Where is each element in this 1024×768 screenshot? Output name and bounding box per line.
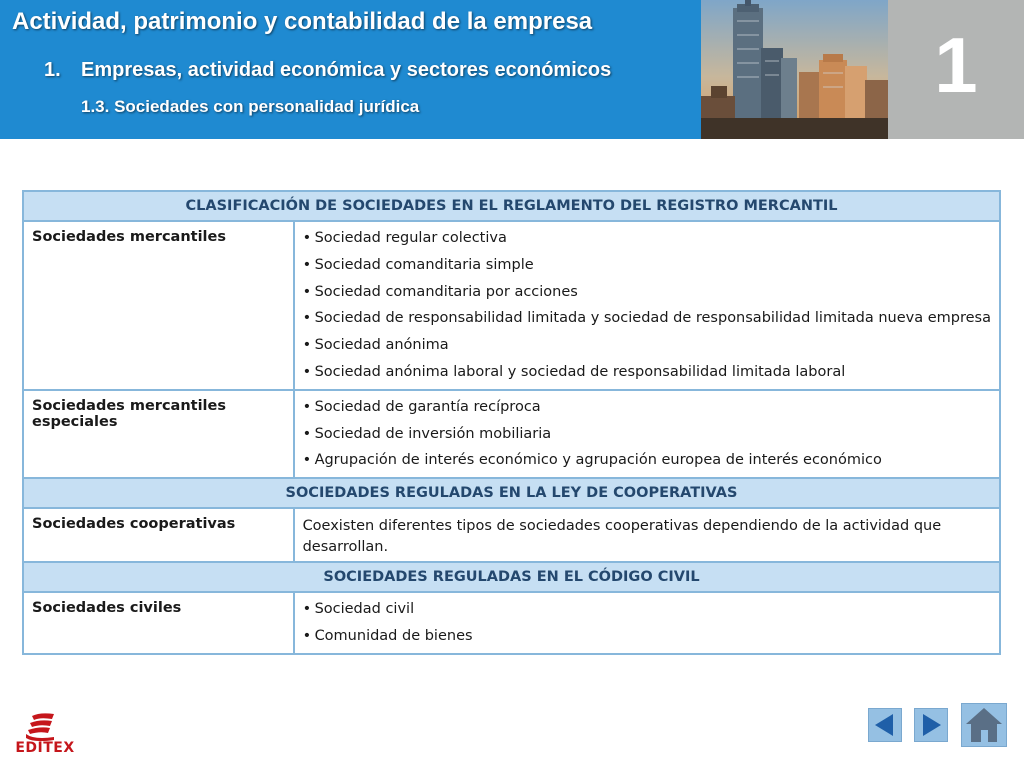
list-item	[303, 623, 991, 650]
section-number: 1.	[44, 59, 61, 81]
section-heading	[44, 59, 611, 82]
list-item-text: Sociedad de inversión mobiliaria	[314, 425, 552, 442]
chapter-number-box	[888, 0, 1024, 139]
list-item-text: Sociedad comanditaria por acciones	[314, 283, 578, 300]
list-item-text: Sociedad anónima	[314, 337, 449, 354]
bullet-icon: •	[302, 425, 312, 442]
bullet-icon: •	[302, 363, 312, 380]
section-title: Empresas, actividad económica y sectores económicos	[81, 59, 612, 81]
previous-slide-button[interactable]	[868, 708, 902, 742]
table-row	[23, 592, 1000, 654]
list-item	[303, 279, 991, 306]
row-label-especiales: Sociedades mercantiles especiales	[23, 390, 294, 478]
band-codigo-civil: SOCIEDADES REGULADAS EN EL CÓDIGO CIVIL	[23, 562, 1000, 592]
header-text-area	[0, 0, 700, 139]
bullet-icon: •	[302, 283, 312, 300]
row-content-especiales	[294, 390, 1000, 478]
chapter-number: 1	[934, 21, 978, 109]
list-item	[303, 596, 991, 623]
bullet-icon: •	[302, 310, 312, 327]
home-button[interactable]	[961, 703, 1007, 747]
bullet-icon: •	[302, 627, 312, 644]
row-content-cooperativas	[294, 508, 1000, 562]
band-ley-cooperativas: SOCIEDADES REGULADAS EN LA LEY DE COOPERATIVAS	[23, 478, 1000, 508]
bullet-icon: •	[302, 601, 312, 618]
list-item-text: Sociedad de garantía recíproca	[314, 398, 541, 415]
next-slide-button[interactable]	[914, 708, 948, 742]
subsection-heading: 1.3. Sociedades con personalidad jurídica	[81, 97, 420, 116]
home-icon	[962, 704, 1006, 746]
editex-logo	[10, 712, 80, 758]
bullet-icon: •	[302, 256, 312, 273]
list-item	[303, 332, 991, 359]
slide-header	[0, 0, 1024, 139]
list-item	[303, 305, 991, 332]
row-label-cooperativas: Sociedades cooperativas	[23, 508, 294, 562]
list-item	[303, 421, 991, 448]
classification-table	[22, 190, 1001, 655]
table-band-row	[23, 191, 1000, 221]
table-band-row	[23, 478, 1000, 508]
bullet-icon: •	[302, 230, 312, 246]
list-item	[303, 225, 991, 252]
slide-title: Actividad, patrimonio y contabilidad de la empresa	[12, 8, 593, 35]
company-classification-table	[22, 190, 1001, 655]
list-item	[303, 447, 991, 474]
list-item	[303, 359, 991, 386]
band-registro-mercantil: CLASIFICACIÓN DE SOCIEDADES EN EL REGLAMENTO DEL REGISTRO MERCANTIL	[23, 191, 1000, 221]
row-label-civiles: Sociedades civiles	[23, 592, 294, 654]
table-row	[23, 390, 1000, 478]
list-item	[303, 394, 991, 421]
arrow-left-icon	[869, 709, 901, 741]
bullet-icon: •	[302, 337, 312, 354]
editex-logo-mark-icon	[10, 712, 80, 742]
list-item	[303, 252, 991, 279]
row-label-mercantiles: Sociedades mercantiles	[23, 221, 294, 390]
list-item-text: Sociedad anónima laboral y sociedad de responsabilidad limitada laboral	[314, 363, 846, 380]
table-band-row	[23, 562, 1000, 592]
list-item-text: Sociedad civil	[314, 601, 415, 618]
table-row	[23, 508, 1000, 562]
cooperativas-description: Coexisten diferentes tipos de sociedades cooperativas dependiendo de la actividad que desarrollan.	[302, 518, 942, 556]
bullet-icon: •	[302, 398, 312, 415]
arrow-right-icon	[915, 709, 947, 741]
row-content-mercantiles	[294, 221, 1000, 390]
list-item-text: Agrupación de interés económico y agrupación europea de interés económico	[314, 452, 882, 469]
list-item-text: Sociedad comanditaria simple	[314, 256, 534, 273]
table-row	[23, 221, 1000, 390]
list-item-text: Comunidad de bienes	[314, 627, 473, 644]
row-content-civiles	[294, 592, 1000, 654]
editex-logo-text: EDITEX	[15, 740, 75, 756]
city-skyline-image	[701, 0, 888, 139]
list-item-text: Sociedad regular colectiva	[314, 230, 507, 246]
list-item-text: Sociedad de responsabilidad limitada y sociedad de responsabilidad limitada nueva empresa	[314, 310, 991, 327]
bullet-icon: •	[302, 452, 312, 469]
